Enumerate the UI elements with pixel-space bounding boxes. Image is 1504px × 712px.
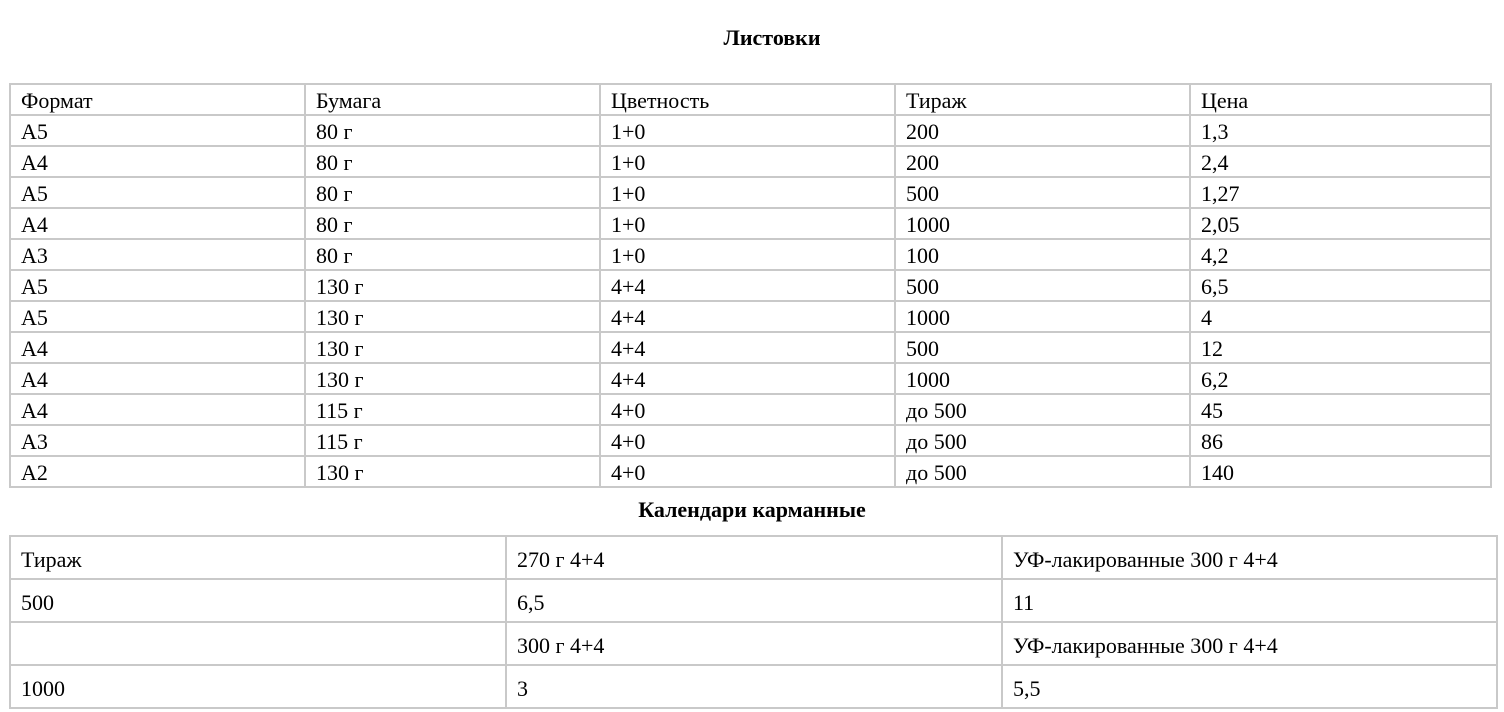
table-row xyxy=(10,301,1491,332)
table-row xyxy=(10,146,1491,177)
table-cell: А2 xyxy=(10,456,305,487)
leaflets-title: Листовки xyxy=(723,25,821,50)
table-cell: 1+0 xyxy=(600,208,895,239)
table-cell xyxy=(10,622,506,665)
table-cell: 80 г xyxy=(305,146,600,177)
table-cell: УФ-лакированные 300 г 4+4 xyxy=(1002,536,1497,579)
table-cell: 1+0 xyxy=(600,115,895,146)
table-cell: 1,27 xyxy=(1190,177,1491,208)
table-row xyxy=(10,665,1497,708)
table-cell: 4+4 xyxy=(600,301,895,332)
table-cell: 200 xyxy=(895,146,1190,177)
table-row xyxy=(10,456,1491,487)
table-cell: 1000 xyxy=(895,363,1190,394)
table-cell: 1+0 xyxy=(600,146,895,177)
table-cell: Цена xyxy=(1190,84,1491,115)
table-row xyxy=(10,363,1491,394)
calendars-title: Календари карманные xyxy=(638,497,866,522)
table-cell: 4,2 xyxy=(1190,239,1491,270)
table-cell: 6,5 xyxy=(1190,270,1491,301)
table-cell: 500 xyxy=(895,177,1190,208)
table-row xyxy=(10,425,1491,456)
table-cell: 86 xyxy=(1190,425,1491,456)
table-cell: 45 xyxy=(1190,394,1491,425)
table-cell: А4 xyxy=(10,146,305,177)
table-cell: 11 xyxy=(1002,579,1497,622)
table-cell: А3 xyxy=(10,239,305,270)
table-header-row xyxy=(10,84,1491,115)
table-cell: 115 г xyxy=(305,394,600,425)
table-cell: А4 xyxy=(10,363,305,394)
table-cell: 140 xyxy=(1190,456,1491,487)
table-cell: 100 xyxy=(895,239,1190,270)
table-cell: А4 xyxy=(10,208,305,239)
table-row xyxy=(10,394,1491,425)
table-cell: Тираж xyxy=(895,84,1190,115)
table-cell: А5 xyxy=(10,301,305,332)
table-cell: 200 xyxy=(895,115,1190,146)
table-row xyxy=(10,270,1491,301)
table-row xyxy=(10,332,1491,363)
table-cell: УФ-лакированные 300 г 4+4 xyxy=(1002,622,1497,665)
table-cell: 4+4 xyxy=(600,363,895,394)
table-cell: 80 г xyxy=(305,177,600,208)
table-cell: до 500 xyxy=(895,456,1190,487)
table-row xyxy=(10,536,1497,579)
table-cell: 4+0 xyxy=(600,456,895,487)
table-cell: А5 xyxy=(10,270,305,301)
table-cell: до 500 xyxy=(895,425,1190,456)
table-cell: 500 xyxy=(895,270,1190,301)
table-row xyxy=(10,177,1491,208)
table-cell: А5 xyxy=(10,115,305,146)
table-cell: Формат xyxy=(10,84,305,115)
table-cell: 115 г xyxy=(305,425,600,456)
table-cell: А5 xyxy=(10,177,305,208)
table-row xyxy=(10,115,1491,146)
table-cell: А4 xyxy=(10,332,305,363)
table-cell: 500 xyxy=(10,579,506,622)
table-cell: 500 xyxy=(895,332,1190,363)
table-cell: 6,5 xyxy=(506,579,1002,622)
table-cell: А3 xyxy=(10,425,305,456)
table-row xyxy=(10,208,1491,239)
table-cell: 6,2 xyxy=(1190,363,1491,394)
table-cell: А4 xyxy=(10,394,305,425)
table-cell: 130 г xyxy=(305,301,600,332)
table-cell: 130 г xyxy=(305,363,600,394)
table-cell: 130 г xyxy=(305,270,600,301)
table-cell: 270 г 4+4 xyxy=(506,536,1002,579)
table-cell: Цветность xyxy=(600,84,895,115)
table-cell: 2,4 xyxy=(1190,146,1491,177)
table-cell: Бумага xyxy=(305,84,600,115)
table-row xyxy=(10,579,1497,622)
leaflets-price-table xyxy=(9,83,1492,488)
table-cell: 80 г xyxy=(305,208,600,239)
table-cell: 1000 xyxy=(895,208,1190,239)
table-cell: 130 г xyxy=(305,456,600,487)
table-cell: до 500 xyxy=(895,394,1190,425)
table-cell: 1+0 xyxy=(600,177,895,208)
table-row xyxy=(10,239,1491,270)
table-cell: 3 xyxy=(506,665,1002,708)
table-cell: 12 xyxy=(1190,332,1491,363)
pocket-calendars-price-table xyxy=(9,535,1498,709)
table-cell: Тираж xyxy=(10,536,506,579)
table-cell: 4 xyxy=(1190,301,1491,332)
table-cell: 1+0 xyxy=(600,239,895,270)
table-cell: 300 г 4+4 xyxy=(506,622,1002,665)
table-cell: 130 г xyxy=(305,332,600,363)
table-cell: 1,3 xyxy=(1190,115,1491,146)
table-cell: 1000 xyxy=(895,301,1190,332)
table-cell: 4+4 xyxy=(600,270,895,301)
table-cell: 4+4 xyxy=(600,332,895,363)
table-cell: 4+0 xyxy=(600,394,895,425)
table-cell: 1000 xyxy=(10,665,506,708)
table-cell: 5,5 xyxy=(1002,665,1497,708)
table-cell: 80 г xyxy=(305,239,600,270)
table-row xyxy=(10,622,1497,665)
table-cell: 4+0 xyxy=(600,425,895,456)
table-cell: 2,05 xyxy=(1190,208,1491,239)
table-cell: 80 г xyxy=(305,115,600,146)
